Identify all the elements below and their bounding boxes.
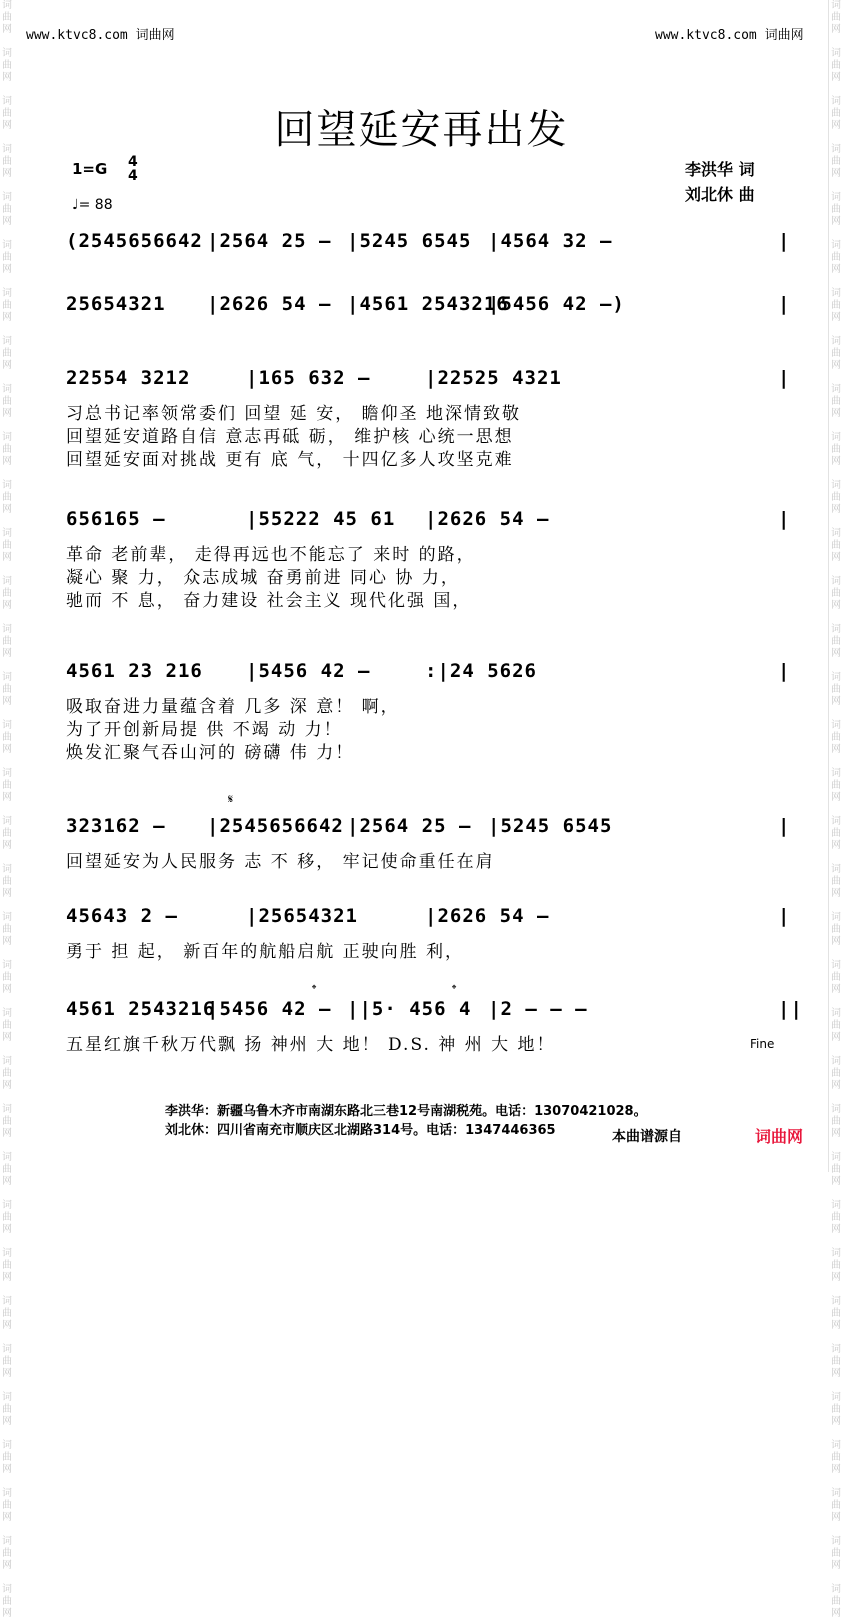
footer-line-1: 李洪华：新疆乌鲁木齐市南湖东路北三巷12号南湖税苑。电话：13070421028。 — [165, 1104, 647, 1119]
lyric-line: 回望延安为人民服务 志 不 移， 牢记使命重任在肩 — [66, 852, 495, 872]
meter-top: 4 — [128, 154, 138, 170]
notation-line — [66, 998, 803, 1024]
composer-credit: 刘北休 曲 — [685, 185, 755, 204]
notation-line — [66, 230, 791, 256]
measure-group: |4561 2543216 — [347, 293, 509, 315]
measure-group: 45643 2 – — [66, 905, 178, 927]
watermark-right: 词 曲 网 词 曲 网 词 曲 网 词 曲 网 词 曲 网 词 曲 网 词 曲 网 词 曲 网 词 曲 网 词 曲 网 词 曲 网 词 曲 网 词 曲 网 词 曲 网 词 曲 网 词 曲 网 词 曲 网 词 曲 网 词 曲 网 词 曲 网 词 曲 网 词 曲 网 词 曲 网 词 曲 网 词 曲 网 词 曲 网 词 曲 网 词 曲 网 词 曲 网 词 曲 网 词 曲 网 词 曲 网 词 曲 网 词 曲 网 — [828, 0, 843, 1172]
measure-group: | — [778, 815, 791, 837]
lyric-line: 为了开创新局提 供 不竭 动 力！ — [66, 720, 343, 740]
measure-group: |22525 4321 — [425, 367, 562, 389]
measure-group: 22554 3212 — [66, 367, 191, 389]
measure-group: |2 – – – — [488, 998, 588, 1020]
measure-group: |4564 32 – — [488, 230, 613, 252]
measure-group: |2564 25 – — [347, 815, 472, 837]
measure-group: | — [778, 367, 791, 389]
measure-group: |5456 42 –) — [488, 293, 625, 315]
notation-line — [66, 905, 791, 931]
measure-group: |5456 42 – — [246, 660, 371, 682]
measure-group: (2545656642 — [66, 230, 203, 252]
time-signature — [128, 155, 138, 183]
meter-bottom: 4 — [128, 168, 138, 184]
measure-group: |2626 54 – — [207, 293, 332, 315]
measure-group: || — [778, 998, 803, 1020]
notation-line — [66, 508, 791, 534]
site-label-left[interactable]: www.ktvc8.com 词曲网 — [26, 28, 175, 43]
measure-group: | — [778, 508, 791, 530]
measure-group: |5245 6545 — [347, 230, 472, 252]
measure-group: | — [778, 230, 791, 252]
lyric-line: 驰而 不 息， 奋力建设 社会主义 现代化强 国， — [66, 591, 472, 611]
measure-group: 25654321 — [66, 293, 166, 315]
coda-mark-1: 𝄌 — [312, 982, 317, 996]
measure-group: |25654321 — [246, 905, 358, 927]
measure-group: |2564 25 – — [207, 230, 332, 252]
measure-group: | — [778, 905, 791, 927]
segno-mark: 𝄋 — [228, 792, 234, 806]
lyric-line: 吸取奋进力量蕴含着 几多 深 意！ 啊， — [66, 697, 400, 717]
lyric-line: 回望延安道路自信 意志再砥 砺， 维护核 心统一思想 — [66, 427, 514, 447]
lyric-line: 勇于 担 起， 新百年的航船启航 正驶向胜 利， — [66, 942, 465, 962]
fine-mark: Fine — [750, 1037, 775, 1051]
measure-group: |5456 42 – — [207, 998, 332, 1020]
measure-group: |2545656642 — [207, 815, 344, 837]
measure-group: |2626 54 – — [425, 905, 550, 927]
notation-line — [66, 660, 791, 686]
lyric-line: 革命 老前辈， 走得再远也不能忘了 来时 的路， — [66, 545, 476, 565]
measure-group: 4561 2543216 — [66, 998, 216, 1020]
measure-group: |2626 54 – — [425, 508, 550, 530]
lyricist-credit: 李洪华 词 — [685, 160, 755, 179]
footer-line-2: 刘北休：四川省南充市顺庆区北湖路314号。电话：1347446365 — [165, 1123, 556, 1138]
notation-line — [66, 815, 791, 841]
measure-group: 323162 – — [66, 815, 166, 837]
key-signature: 1=G — [72, 160, 108, 178]
measure-group: | — [778, 293, 791, 315]
tempo-mark: ♩= 88 — [72, 197, 113, 213]
measure-group: ||5· 456 4 — [347, 998, 472, 1020]
measure-group: | — [778, 660, 791, 682]
site-label-right[interactable]: www.ktvc8.com 词曲网 — [655, 28, 804, 43]
measure-group: 656165 – — [66, 508, 166, 530]
notation-line — [66, 367, 791, 393]
lyric-line: 凝心 聚 力， 众志成城 奋勇前进 同心 协 力， — [66, 568, 460, 588]
lyric-line: 五星红旗千秋万代飘 扬 神州 大 地！ D.S. 神 州 大 地！ — [66, 1035, 556, 1055]
coda-mark-2: 𝄌 — [452, 982, 457, 996]
brand-logo[interactable]: 词曲网 — [755, 1127, 804, 1146]
measure-group: 4561 23 216 — [66, 660, 203, 682]
watermark-left: 词 曲 网 词 曲 网 词 曲 网 词 曲 网 词 曲 网 词 曲 网 词 曲 网 词 曲 网 词 曲 网 词 曲 网 词 曲 网 词 曲 网 词 曲 网 词 曲 网 词 曲 网 词 曲 网 词 曲 网 词 曲 网 词 曲 网 词 曲 网 词 曲 网 词 曲 网 词 曲 网 词 曲 网 词 曲 网 词 曲 网 词 曲 网 词 曲 网 词 曲 网 词 曲 网 词 曲 网 词 曲 网 词 曲 网 词 曲 网 — [2, 0, 12, 1619]
song-title: 回望延安再出发 — [274, 107, 569, 153]
measure-group: |165 632 – — [246, 367, 371, 389]
lyric-line: 焕发汇聚气吞山河的 磅礴 伟 力！ — [66, 743, 355, 763]
source-note: 本曲谱源自 — [612, 1129, 682, 1145]
lyric-line: 回望延安面对挑战 更有 底 气， 十四亿多人攻坚克难 — [66, 450, 514, 470]
notation-line — [66, 293, 791, 319]
measure-group: :|24 5626 — [425, 660, 537, 682]
measure-group: |5245 6545 — [488, 815, 613, 837]
measure-group: |55222 45 61 — [246, 508, 396, 530]
lyric-line: 习总书记率领常委们 回望 延 安， 瞻仰圣 地深情致敬 — [66, 404, 522, 424]
